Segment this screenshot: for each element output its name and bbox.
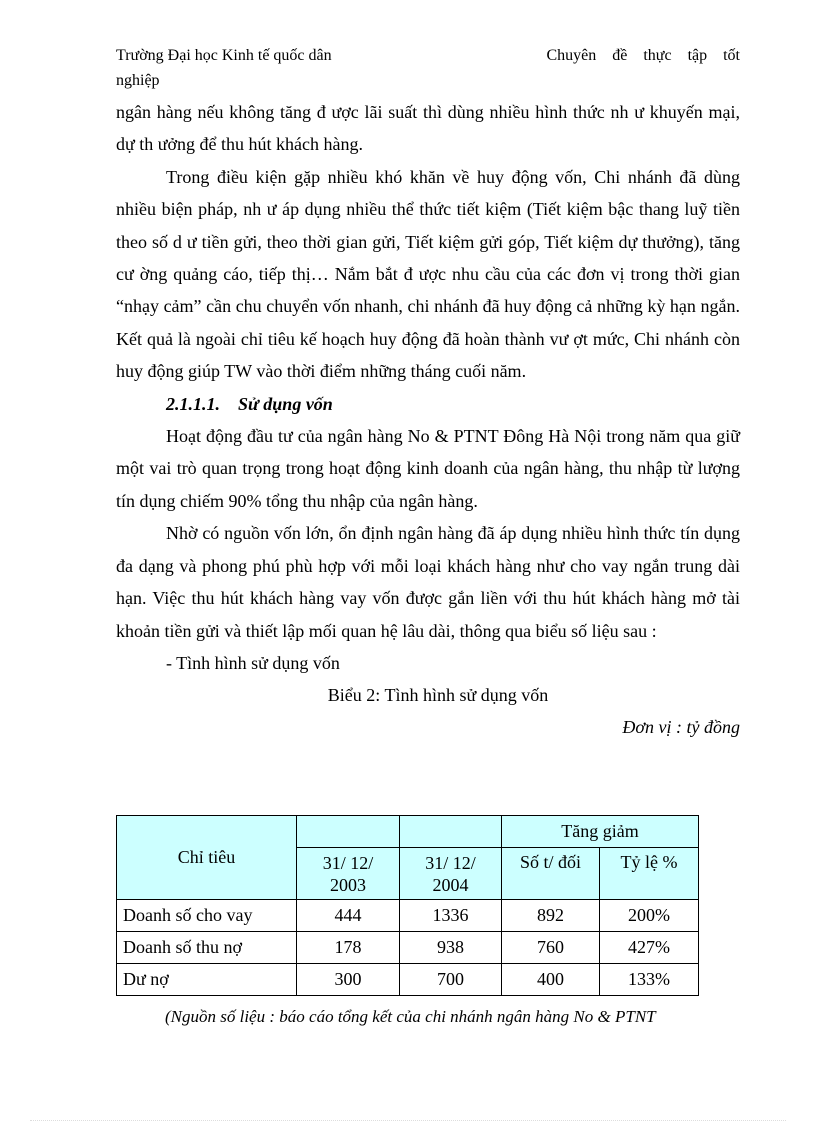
table-caption: Biểu 2: Tình hình sử dụng vốn xyxy=(327,685,549,706)
source-note: (Nguồn số liệu : báo cáo tổng kết của chi nhánh ngân hàng No & PTNT xyxy=(165,1007,656,1026)
cell-2004: 1336 xyxy=(400,900,502,932)
cell-absolute: 400 xyxy=(502,964,600,996)
header-absolute: Số t/ đối xyxy=(502,848,600,900)
table-row xyxy=(117,964,699,996)
table-header-row xyxy=(117,816,699,848)
header-blank-2003 xyxy=(297,816,400,848)
table-unit: Đơn vị : tỷ đồng xyxy=(622,717,740,738)
row-label: Dư nợ xyxy=(117,964,297,996)
section-heading xyxy=(116,388,740,420)
cell-2003: 444 xyxy=(297,900,400,932)
page-bottom-rule xyxy=(30,1120,786,1121)
cell-2003: 300 xyxy=(297,964,400,996)
cell-2004: 700 xyxy=(400,964,502,996)
paragraph-1: ngân hàng nếu không tăng đ ược lãi suất thì dùng nhiều hình thức nh ư khuyến mại, dự th ưởng để thu hút khách hàng. xyxy=(116,102,740,155)
header-blank-2004 xyxy=(400,816,502,848)
header-indicator: Chỉ tiêu xyxy=(117,816,297,900)
section-number: 2.1.1.1. xyxy=(166,393,220,414)
header-percent: Tỷ lệ % xyxy=(600,848,699,900)
header-2004: 31/ 12/ 2004 xyxy=(400,848,502,900)
cell-percent: 427% xyxy=(600,932,699,964)
table-row xyxy=(117,900,699,932)
cell-absolute: 892 xyxy=(502,900,600,932)
paragraph-3: Hoạt động đầu tư của ngân hàng No & PTNT Đông Hà Nội trong năm qua giữ một vai trò quan trọng trong hoạt động kinh doanh của ngân hàng, thu nhập từ lượng tín dụng chiếm 90% tổng thu nhập của ngân hàng. xyxy=(116,426,740,511)
cell-percent: 133% xyxy=(600,964,699,996)
row-label: Doanh số cho vay xyxy=(117,900,297,932)
cell-absolute: 760 xyxy=(502,932,600,964)
table-row xyxy=(117,932,699,964)
header-change-group: Tăng giảm xyxy=(502,816,699,848)
bullet-item: - Tình hình sử dụng vốn xyxy=(166,652,340,673)
header-report-title-wrap: nghiệp xyxy=(116,72,160,89)
paragraph-2: Trong điều kiện gặp nhiều khó khăn về huy động vốn, Chi nhánh đã dùng nhiều biện pháp, nh ư áp dụng nhiều thể thức tiết kiệm (Tiết kiệm bậc thang luỹ tiền theo số d ư tiền gửi, theo thời gian gửi, Tiết kiệm gửi góp, Tiết kiệm dự thưởng), tăng cư ờng quảng cáo, tiếp thị… Nắm bắt đ ược nhu cầu của các đơn vị trong thời gian “nhạy cảm” cần chu chuyển vốn nhanh, chi nhánh đã huy động cả những kỳ hạn ngắn. Kết quả là ngoài chỉ tiêu kế hoạch huy động đã hoàn thành vư ợt mức, Chi nhánh còn huy động giúp TW vào thời điểm những tháng cuối năm. xyxy=(116,166,740,382)
cell-2004: 938 xyxy=(400,932,502,964)
row-label: Doanh số thu nợ xyxy=(117,932,297,964)
header-report-title: Chuyên đề thực tập tốt xyxy=(546,47,740,64)
cell-percent: 200% xyxy=(600,900,699,932)
header-2003: 31/ 12/ 2003 xyxy=(297,848,400,900)
document-body xyxy=(116,96,740,743)
section-title: Sử dụng vốn xyxy=(238,393,333,414)
paragraph-4: Nhờ có nguồn vốn lớn, ổn định ngân hàng đã áp dụng nhiều hình thức tín dụng đa dạng và phong phú phù hợp với mỗi loại khách hàng như cho vay ngắn trung dài hạn. Việc thu hút khách hàng vay vốn được gắn liền với thu hút khách hàng mở tài khoản tiền gửi và thiết lập mối quan hệ lâu dài, thông qua biểu số liệu sau : xyxy=(116,523,740,641)
cell-2003: 178 xyxy=(297,932,400,964)
header-university: Trường Đại học Kinh tế quốc dân xyxy=(116,47,332,64)
capital-usage-table xyxy=(116,815,699,996)
